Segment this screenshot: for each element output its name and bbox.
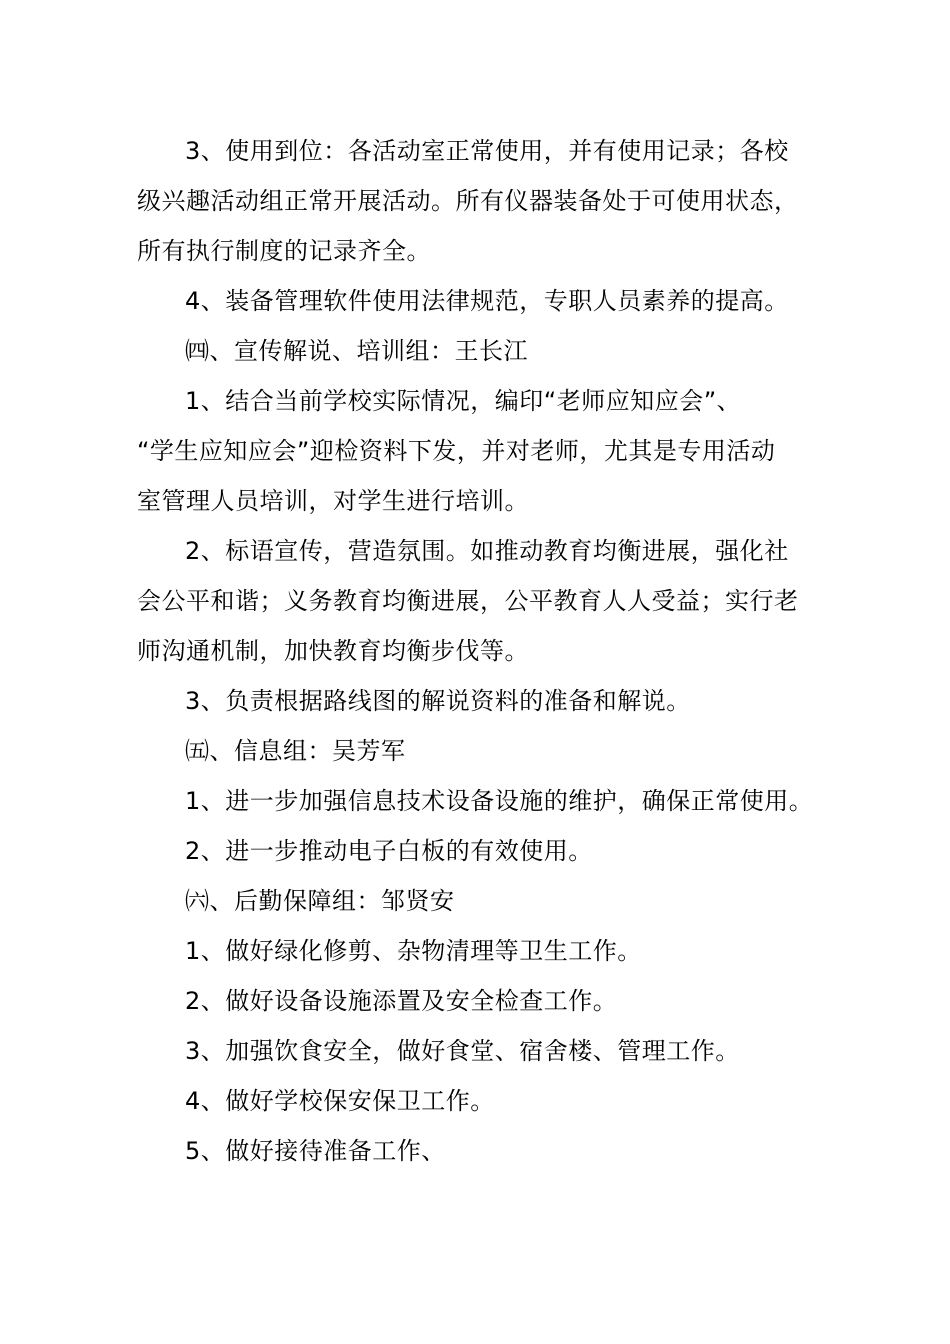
text-line: 1、结合当前学校实际情况，编印“老师应知应会”、 xyxy=(185,387,742,415)
text-line: 师沟通机制，加快教育均衡步伐等。 xyxy=(137,637,529,665)
text-line: 4、装备管理软件使用法律规范，专职人员素养的提高。 xyxy=(185,287,789,315)
text-line: 1、做好绿化修剪、杂物清理等卫生工作。 xyxy=(185,937,642,965)
text-line: 2、标语宣传，营造氛围。如推动教育均衡进展，强化社 xyxy=(185,537,789,565)
text-line: 2、进一步推动电子白板的有效使用。 xyxy=(185,837,593,865)
section-heading: ㈣、宣传解说、培训组：王长江 xyxy=(185,337,528,365)
text-line: “学生应知应会”迎检资料下发，并对老师，尤其是专用活动 xyxy=(137,437,776,465)
section-heading: ㈥、后勤保障组：邹贤安 xyxy=(185,887,455,915)
text-line: 5、做好接待准备工作、 xyxy=(185,1137,446,1165)
text-line: 所有执行制度的记录齐全。 xyxy=(137,237,431,265)
text-line: 3、负责根据路线图的解说资料的准备和解说。 xyxy=(185,687,691,715)
section-heading: ㈤、信息组：吴芳军 xyxy=(185,737,406,765)
text-line: 4、做好学校保安保卫工作。 xyxy=(185,1087,495,1115)
text-line: 室管理人员培训，对学生进行培训。 xyxy=(137,487,529,515)
text-line: 3、使用到位：各活动室正常使用，并有使用记录；各校 xyxy=(185,137,789,165)
text-line: 1、进一步加强信息技术设备设施的维护，确保正常使用。 xyxy=(185,787,814,815)
text-line: 2、做好设备设施添置及安全检查工作。 xyxy=(185,987,618,1015)
text-line: 级兴趣活动组正常开展活动。所有仪器装备处于可使用状态， xyxy=(137,187,799,215)
text-line: 3、加强饮食安全，做好食堂、宿舍楼、管理工作。 xyxy=(185,1037,740,1065)
text-line: 会公平和谐；义务教育均衡进展，公平教育人人受益；实行老 xyxy=(137,587,799,615)
